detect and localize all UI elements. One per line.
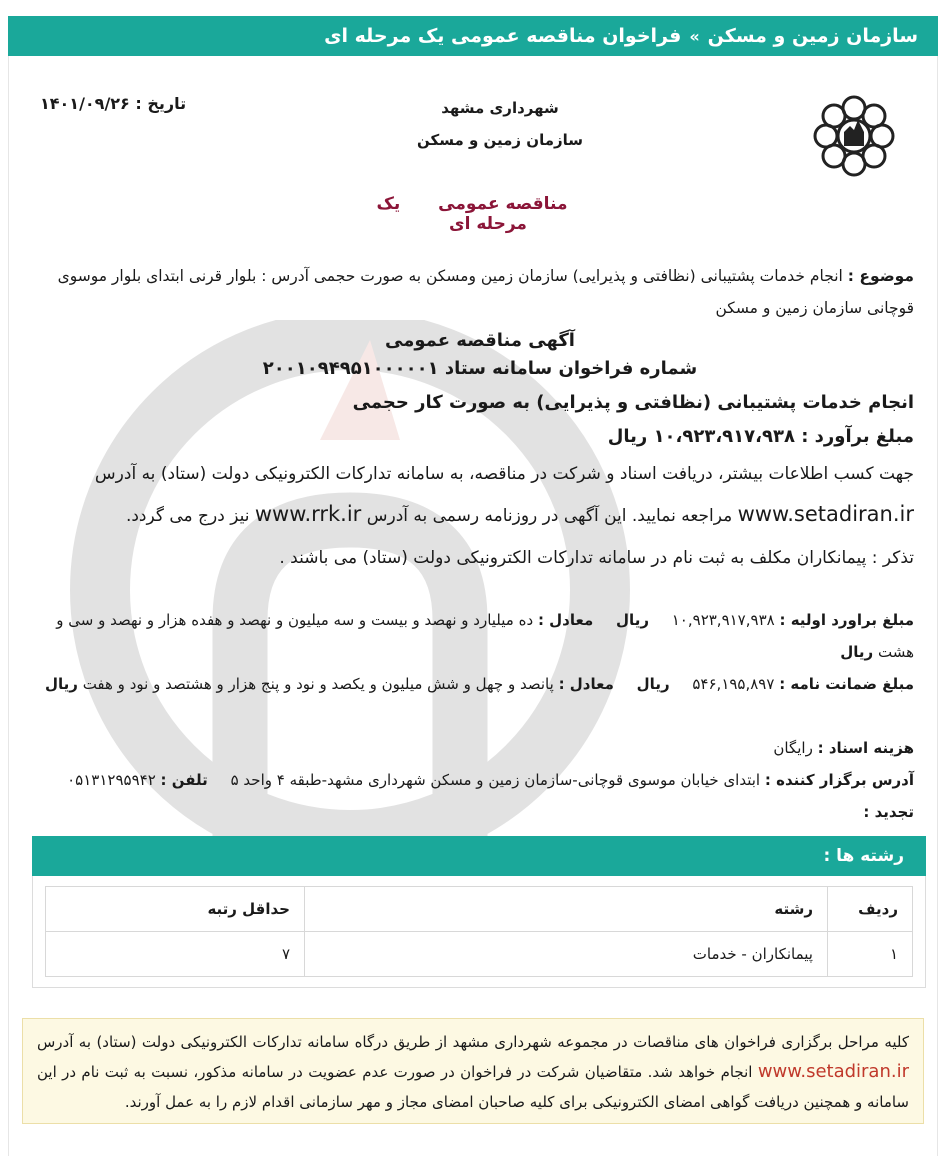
table-header bbox=[46, 887, 913, 932]
fields-section-title: رشته ها : bbox=[32, 836, 926, 876]
table-row bbox=[46, 932, 913, 977]
org-line-2: سازمان زمین و مسکن bbox=[416, 131, 584, 149]
organization-name bbox=[370, 92, 630, 156]
subject bbox=[24, 260, 914, 324]
setad-link[interactable]: www.setadiran.ir bbox=[737, 502, 914, 526]
renewal-row bbox=[24, 796, 914, 828]
guarantee-label: مبلغ ضمانت نامه : bbox=[779, 675, 914, 693]
doc-cost-label: هزینه اسناد : bbox=[817, 739, 914, 757]
doc-cost-value: رایگان bbox=[773, 739, 813, 757]
breadcrumb-separator: » bbox=[689, 26, 700, 46]
notice-box bbox=[22, 1018, 924, 1124]
date-label: تاریخ : bbox=[135, 94, 187, 113]
org-line-1: شهرداری مشهد bbox=[441, 99, 559, 117]
info-text-2: مراجعه نمایید. این آگهی در روزنامه رسمی به آدرس bbox=[366, 506, 733, 526]
info-paragraph bbox=[24, 454, 914, 536]
tender-type-part2: یک مرحله ای bbox=[376, 194, 527, 234]
reminder: تذکر : پیمانکاران مکلف به ثبت نام در سامانه تدارکات الکترونیکی دولت (ستاد) می باشند . bbox=[279, 548, 914, 568]
guarantee-row bbox=[24, 668, 914, 700]
currency: ریال bbox=[616, 611, 649, 629]
date bbox=[40, 94, 186, 113]
doc-cost-row bbox=[24, 732, 914, 764]
fields-table bbox=[45, 886, 913, 977]
tender-type-part1: مناقصه عمومی bbox=[438, 194, 568, 214]
service-title: انجام خدمات پشتیبانی (نظافتی و پذیرایی) به صورت کار حجمی bbox=[352, 392, 914, 413]
breadcrumb bbox=[8, 16, 938, 56]
renewal-label: تجدید : bbox=[863, 803, 914, 821]
info-text-3: نیز درج می گردد. bbox=[125, 506, 250, 526]
breadcrumb-current: فراخوان مناقصه عمومی یک مرحله ای bbox=[324, 25, 682, 47]
announcement-title: آگهی مناقصه عمومی bbox=[385, 330, 575, 351]
note-text-2: انجام خواهد شد. متقاضیان شرکت در فراخوان در صورت عدم عضویت در سامانه مذکور، نسبت به ثبت نام در این سامانه و همچنین دریافت گواهی امضای الکترونیکی برای کلیه صاحبان امضای مجاز و مهر سازمانی اقدام لازم را به عمل آورند. bbox=[37, 1063, 909, 1111]
breadcrumb-parent[interactable]: سازمان زمین و مسکن bbox=[707, 25, 918, 47]
date-value: ۱۴۰۱/۰۹/۲۶ bbox=[40, 94, 130, 113]
table-cell: ۱ bbox=[828, 932, 913, 977]
note-setad-link[interactable]: www.setadiran.ir bbox=[757, 1061, 909, 1082]
subject-text: انجام خدمات پشتیبانی (نظافتی و پذیرایی) سازمان زمین ومسکن به صورت حجمی آدرس : بلوار قرنی ابتدای بلوار موسوی قوچانی سازمان زمین و مسکن bbox=[57, 267, 914, 317]
initial-estimate-row bbox=[24, 604, 914, 668]
tender-type bbox=[350, 194, 610, 234]
estimate: مبلغ برآورد : ۱۰،۹۲۳،۹۱۷،۹۳۸ ریال bbox=[607, 426, 914, 447]
table-cell: پیمانکاران - خدمات bbox=[305, 932, 828, 977]
organizer-address: ابتدای خیابان موسوی قوچانی-سازمان زمین و مسکن شهرداری مشهد-طبقه ۴ واحد ۵ bbox=[230, 771, 761, 789]
organizer-row bbox=[24, 764, 914, 796]
guarantee-words: پانصد و چهل و شش میلیون و یکصد و نود و پنج هزار و هشتصد و نود و هفت bbox=[82, 675, 554, 693]
initial-estimate-words: ده میلیارد و نهصد و بیست و سه میلیون و نهصد و هفده هزار و نهصد و سی و هشت bbox=[56, 611, 914, 661]
subject-label: موضوع : bbox=[847, 267, 914, 285]
column-header: حداقل رتبه bbox=[46, 887, 305, 932]
call-number: شماره فراخوان سامانه ستاد ۲۰۰۱۰۹۴۹۵۱۰۰۰۰۰۱ bbox=[262, 358, 698, 379]
municipality-logo bbox=[808, 90, 900, 182]
equivalent-label: معادل : bbox=[537, 611, 594, 629]
currency: ریال bbox=[44, 675, 78, 693]
initial-estimate-value: ۱۰,۹۲۳,۹۱۷,۹۳۸ bbox=[671, 611, 775, 629]
guarantee-value: ۵۴۶,۱۹۵,۸۹۷ bbox=[692, 675, 775, 693]
organizer-address-label: آدرس برگزار کننده : bbox=[764, 771, 914, 789]
phone-label: تلفن : bbox=[160, 771, 208, 789]
equivalent-label: معادل : bbox=[558, 675, 614, 693]
initial-estimate-label: مبلغ براورد اولیه : bbox=[779, 611, 914, 629]
currency: ریال bbox=[840, 643, 874, 661]
info-text-1: جهت کسب اطلاعات بیشتر، دریافت اسناد و شرکت در مناقصه، به سامانه تدارکات الکترونیکی دولت (ستاد) به آدرس bbox=[94, 464, 914, 484]
currency: ریال bbox=[636, 675, 670, 693]
table-cell: ۷ bbox=[46, 932, 305, 977]
column-header: ردیف bbox=[828, 887, 913, 932]
column-header: رشته bbox=[305, 887, 828, 932]
note-text-1: کلیه مراحل برگزاری فراخوان های مناقصات در مجموعه شهرداری مشهد از طریق درگاه سامانه تدارکات الکترونیکی دولت (ستاد) به آدرس bbox=[37, 1033, 909, 1051]
phone-value: ۰۵۱۳۱۲۹۵۹۴۲ bbox=[67, 771, 156, 789]
rrk-link[interactable]: www.rrk.ir bbox=[254, 502, 362, 526]
fields-table-wrap bbox=[32, 876, 926, 988]
